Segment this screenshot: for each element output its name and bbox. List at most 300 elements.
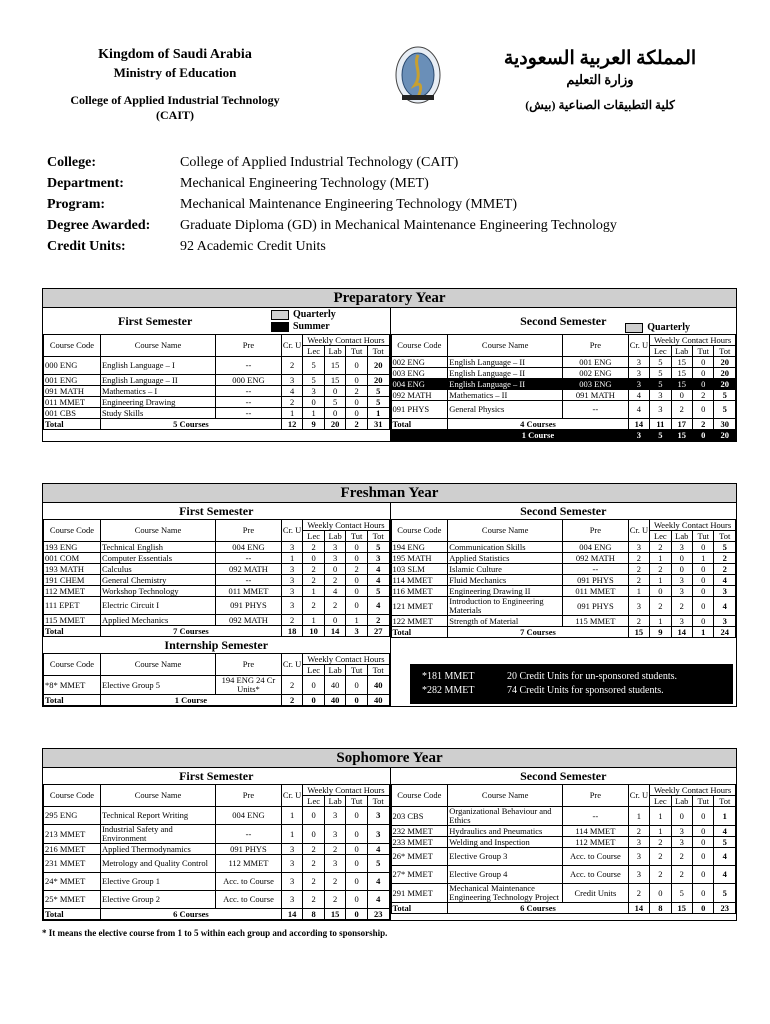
total-value: 3 <box>628 430 649 441</box>
course-count: 1 Course <box>448 430 628 441</box>
legend-label: Quarterly <box>293 309 336 320</box>
col-tut: Tut <box>693 346 714 357</box>
table-row <box>391 357 736 368</box>
course-code: 295 ENG <box>44 807 101 825</box>
tot-hours: 1 <box>714 807 736 826</box>
total-value: 20 <box>324 419 346 430</box>
course-name: Mechanical Maintenance Engineering Technology Project <box>448 884 563 903</box>
total-value: 17 <box>671 419 692 430</box>
course-name: English Language – II <box>448 357 563 368</box>
prerequisite: -- <box>216 408 282 419</box>
total-value: 40 <box>324 695 346 706</box>
prerequisite: -- <box>563 401 629 419</box>
course-code: 111 EPET <box>44 597 101 615</box>
total-label: Total <box>44 419 101 430</box>
section-title: Preparatory Year <box>43 289 736 308</box>
course-count: 4 Courses <box>448 419 628 430</box>
col-tot: Tot <box>714 531 736 542</box>
course-name: Communication Skills <box>448 542 563 553</box>
total-value: 15 <box>671 903 692 914</box>
tut-hours: 0 <box>693 542 714 553</box>
lab-hours: 2 <box>671 597 692 616</box>
lec-hours: 2 <box>650 848 671 866</box>
lec-hours: 2 <box>303 597 325 615</box>
semester-title: First Semester <box>179 769 254 783</box>
total-value: 2 <box>693 419 714 430</box>
legend-quarterly <box>271 309 336 320</box>
internship-table <box>43 653 390 706</box>
credit-units: 3 <box>628 379 649 390</box>
preparatory-year-section <box>42 288 737 442</box>
info-value: College of Applied Industrial Technology (CAIT) <box>180 154 459 170</box>
col-cr: Cr. U <box>628 785 649 807</box>
tot-hours: 5 <box>714 401 736 419</box>
total-value: 14 <box>628 903 649 914</box>
lec-hours: 5 <box>650 379 671 390</box>
tut-hours: 0 <box>346 357 368 375</box>
course-code: 011 MMET <box>44 397 101 408</box>
table-row <box>391 390 736 401</box>
course-name: English Language – II <box>448 379 563 390</box>
total-value: 3 <box>346 626 368 637</box>
table-row <box>391 553 736 564</box>
credit-units: 3 <box>628 848 649 866</box>
lec-hours: 5 <box>650 357 671 368</box>
col-lab: Lab <box>324 346 346 357</box>
total-value: 15 <box>628 627 649 638</box>
col-course-code: Course Code <box>44 520 101 542</box>
course-name: General Physics <box>448 401 563 419</box>
total-row <box>391 430 736 441</box>
credit-units: 2 <box>281 676 303 695</box>
prerequisite: -- <box>216 397 282 408</box>
tut-hours: 1 <box>693 553 714 564</box>
table-row <box>391 597 736 616</box>
program-info <box>47 152 617 257</box>
info-key: Degree Awarded: <box>47 217 151 233</box>
tot-hours: 2 <box>714 553 736 564</box>
credit-units: 1 <box>628 586 649 597</box>
col-course-code: Course Code <box>391 785 448 807</box>
lec-hours: 5 <box>303 375 325 386</box>
prerequisite: 092 MATH <box>216 615 282 626</box>
prerequisite: 091 MATH <box>563 390 629 401</box>
lec-hours: 2 <box>650 866 671 884</box>
soph-first-semester <box>43 768 390 920</box>
course-count: 1 Course <box>100 695 281 706</box>
lec-hours: 0 <box>303 553 325 564</box>
course-code: 103 SLM <box>391 564 448 575</box>
course-name: Fluid Mechanics <box>448 575 563 586</box>
col-weekly-hours: Weekly Contact Hours <box>303 335 389 346</box>
col-pre: Pre <box>563 335 629 357</box>
section-title: Sophomore Year <box>43 749 736 768</box>
total-value: 31 <box>367 419 389 430</box>
tut-hours: 0 <box>693 401 714 419</box>
table-row <box>391 564 736 575</box>
credit-units: 1 <box>281 408 303 419</box>
tut-hours: 0 <box>346 825 368 844</box>
col-course-name: Course Name <box>100 335 215 357</box>
course-code: 001 ENG <box>44 375 101 386</box>
table-row <box>391 616 736 627</box>
course-name: Engineering Drawing <box>100 397 215 408</box>
semester-title: Second Semester <box>520 314 607 328</box>
credit-units: 2 <box>628 575 649 586</box>
course-name: Study Skills <box>100 408 215 419</box>
course-code: 195 MATH <box>391 553 448 564</box>
table-row <box>391 884 736 903</box>
prerequisite: -- <box>216 825 282 844</box>
lab-hours: 15 <box>671 357 692 368</box>
header-row <box>44 520 390 531</box>
prerequisite: -- <box>216 386 282 397</box>
lec-hours: 2 <box>303 542 325 553</box>
col-cr: Cr. U <box>281 654 303 676</box>
prerequisite: -- <box>216 553 282 564</box>
course-name: Introduction to Engineering Materials <box>448 597 563 616</box>
callout-line <box>422 670 721 684</box>
prerequisite: Acc. to Course <box>563 866 629 884</box>
college-name: College of Applied Industrial Technology <box>70 93 280 107</box>
ministry-name-arabic: وزارة التعليم <box>566 72 634 87</box>
table-row <box>391 368 736 379</box>
tut-hours: 0 <box>346 676 368 695</box>
info-key: Credit Units: <box>47 238 126 254</box>
prerequisite: Credit Units <box>563 884 629 903</box>
table-row <box>391 401 736 419</box>
prerequisite: 091 PHYS <box>563 575 629 586</box>
course-name: Technical Report Writing <box>100 807 215 825</box>
prerequisite: 001 ENG <box>563 357 629 368</box>
col-tot: Tot <box>714 346 736 357</box>
course-table <box>391 334 737 441</box>
course-code: 112 MMET <box>44 586 101 597</box>
lab-hours: 2 <box>324 575 346 586</box>
info-row <box>47 173 617 194</box>
course-code: 232 MMET <box>391 826 448 837</box>
total-value: 23 <box>714 903 736 914</box>
tut-hours: 0 <box>693 826 714 837</box>
total-value: 15 <box>671 430 692 441</box>
credit-units: 2 <box>281 357 303 375</box>
total-value: 18 <box>281 626 303 637</box>
course-name: Elective Group 1 <box>100 873 215 891</box>
tot-hours: 20 <box>714 379 736 390</box>
prerequisite: 112 MMET <box>216 855 282 873</box>
col-weekly-hours: Weekly Contact Hours <box>303 785 389 796</box>
col-pre: Pre <box>563 785 629 807</box>
total-value: 14 <box>628 419 649 430</box>
total-value: 40 <box>367 695 389 706</box>
total-value: 14 <box>671 627 692 638</box>
table-row <box>44 357 390 375</box>
header-row <box>44 785 390 796</box>
total-value: 0 <box>693 903 714 914</box>
course-code: 092 MATH <box>391 390 448 401</box>
info-value: Graduate Diploma (GD) in Mechanical Maintenance Engineering Technology <box>180 217 617 233</box>
prerequisite: -- <box>563 564 629 575</box>
table-row <box>44 575 390 586</box>
tot-hours: 2 <box>714 564 736 575</box>
lab-hours: 15 <box>324 375 346 386</box>
table-row <box>44 564 390 575</box>
total-value: 30 <box>714 419 736 430</box>
lec-hours: 5 <box>650 368 671 379</box>
course-table <box>43 334 390 430</box>
lec-hours: 5 <box>303 357 325 375</box>
col-lab: Lab <box>324 665 346 676</box>
prerequisite: Acc. to Course <box>216 873 282 891</box>
col-lec: Lec <box>303 796 325 807</box>
credit-units: 3 <box>281 844 303 855</box>
course-name: Mathematics – I <box>100 386 215 397</box>
prerequisite: -- <box>216 357 282 375</box>
credit-units: 1 <box>628 807 649 826</box>
prerequisite: Acc. to Course <box>216 891 282 909</box>
soph-second-semester <box>390 768 737 920</box>
tut-hours: 0 <box>346 873 368 891</box>
col-cr: Cr. U <box>281 520 303 542</box>
lab-hours: 0 <box>671 564 692 575</box>
course-code: 194 ENG <box>391 542 448 553</box>
course-name: Electric Circuit I <box>100 597 215 615</box>
table-row <box>44 542 390 553</box>
course-name: English Language – I <box>100 357 215 375</box>
course-name: Organizational Behaviour and Ethics <box>448 807 563 826</box>
lec-hours: 3 <box>303 386 325 397</box>
col-course-code: Course Code <box>391 520 448 542</box>
total-value: 0 <box>346 695 368 706</box>
course-name: Workshop Technology <box>100 586 215 597</box>
course-code: 091 MATH <box>44 386 101 397</box>
lec-hours: 1 <box>650 826 671 837</box>
total-label: Total <box>44 626 101 637</box>
total-value: 23 <box>367 909 389 920</box>
credit-units: 2 <box>628 884 649 903</box>
total-label <box>391 430 448 441</box>
callout-line <box>422 684 721 698</box>
tut-hours: 0 <box>346 397 368 408</box>
col-course-code: Course Code <box>44 335 101 357</box>
col-lab: Lab <box>671 531 692 542</box>
tut-hours: 0 <box>346 844 368 855</box>
lab-hours: 3 <box>671 837 692 848</box>
country-name-arabic: المملكة العربية السعودية <box>503 48 697 69</box>
lab-hours: 3 <box>324 807 346 825</box>
col-pre: Pre <box>216 520 282 542</box>
table-row <box>44 397 390 408</box>
lab-hours: 2 <box>671 848 692 866</box>
tot-hours: 3 <box>714 586 736 597</box>
tut-hours: 0 <box>693 616 714 627</box>
tut-hours: 0 <box>693 575 714 586</box>
course-code: 291 MMET <box>391 884 448 903</box>
tut-hours: 0 <box>693 564 714 575</box>
semester-title: First Semester <box>118 314 193 328</box>
col-lec: Lec <box>303 346 325 357</box>
table-row <box>391 586 736 597</box>
lec-hours: 1 <box>650 616 671 627</box>
lab-hours: 2 <box>671 401 692 419</box>
col-lab: Lab <box>671 346 692 357</box>
tut-hours: 0 <box>346 597 368 615</box>
tut-hours: 2 <box>346 564 368 575</box>
lab-hours: 3 <box>324 825 346 844</box>
lec-hours: 0 <box>303 807 325 825</box>
course-code: 216 MMET <box>44 844 101 855</box>
total-row <box>391 903 736 914</box>
prerequisite: 115 MMET <box>563 616 629 627</box>
lec-hours: 2 <box>650 542 671 553</box>
tut-hours: 0 <box>346 807 368 825</box>
course-code: 114 MMET <box>391 575 448 586</box>
tot-hours: 5 <box>367 397 389 408</box>
tot-hours: 4 <box>714 597 736 616</box>
total-value: 0 <box>303 695 325 706</box>
table-row <box>391 807 736 826</box>
lab-hours: 40 <box>324 676 346 695</box>
tut-hours: 0 <box>346 575 368 586</box>
prerequisite: 114 MMET <box>563 826 629 837</box>
course-name: English Language – II <box>448 368 563 379</box>
callout-code: *181 MMET <box>422 671 475 682</box>
credit-units: 2 <box>628 564 649 575</box>
legend-summer <box>271 321 336 332</box>
course-name: Welding and Inspection <box>448 837 563 848</box>
course-code: 213 MMET <box>44 825 101 844</box>
lab-hours: 0 <box>671 390 692 401</box>
col-course-name: Course Name <box>448 520 563 542</box>
tot-hours: 4 <box>367 575 389 586</box>
credit-units: 3 <box>281 575 303 586</box>
lab-hours: 2 <box>324 891 346 909</box>
college-logo-icon <box>393 45 443 107</box>
tut-hours: 0 <box>693 597 714 616</box>
credit-units: 2 <box>628 616 649 627</box>
course-count: 5 Courses <box>100 419 281 430</box>
col-weekly-hours: Weekly Contact Hours <box>303 654 389 665</box>
tut-hours: 0 <box>346 553 368 564</box>
total-value: 24 <box>714 627 736 638</box>
col-weekly-hours: Weekly Contact Hours <box>650 335 736 346</box>
lec-hours: 1 <box>650 807 671 826</box>
tot-hours: 4 <box>367 844 389 855</box>
total-value: 2 <box>346 419 368 430</box>
prerequisite: 003 ENG <box>563 379 629 390</box>
lec-hours: 1 <box>303 408 325 419</box>
col-tut: Tut <box>346 796 368 807</box>
tot-hours: 3 <box>367 825 389 844</box>
credit-units: 1 <box>281 553 303 564</box>
table-row <box>44 586 390 597</box>
lab-hours: 15 <box>671 368 692 379</box>
col-cr: Cr. U <box>281 335 303 357</box>
prep-first-semester <box>43 308 390 441</box>
legend-label: Summer <box>293 321 330 332</box>
tot-hours: 4 <box>714 848 736 866</box>
total-label: Total <box>44 695 101 706</box>
col-weekly-hours: Weekly Contact Hours <box>650 520 736 531</box>
info-key: Program: <box>47 196 106 212</box>
tut-hours: 0 <box>693 837 714 848</box>
lab-hours: 3 <box>671 575 692 586</box>
course-name: English Language – II <box>100 375 215 386</box>
course-name: Strength of Material <box>448 616 563 627</box>
tot-hours: 20 <box>714 357 736 368</box>
lab-hours: 0 <box>324 615 346 626</box>
tot-hours: 5 <box>714 837 736 848</box>
course-count: 7 Courses <box>448 627 628 638</box>
credit-units: 3 <box>281 542 303 553</box>
course-code: 116 MMET <box>391 586 448 597</box>
lab-hours: 3 <box>324 542 346 553</box>
tot-hours: 5 <box>367 542 389 553</box>
course-code: 24* MMET <box>44 873 101 891</box>
total-value: 9 <box>303 419 325 430</box>
semester-title: Second Semester <box>520 504 607 518</box>
tot-hours: 4 <box>367 873 389 891</box>
lab-hours: 2 <box>324 844 346 855</box>
col-course-code: Course Code <box>44 654 101 676</box>
prerequisite: 002 ENG <box>563 368 629 379</box>
prerequisite: 011 MMET <box>563 586 629 597</box>
callout-text: 20 Credit Units for un-sponsored students. <box>507 671 677 682</box>
tut-hours: 2 <box>346 386 368 397</box>
tot-hours: 3 <box>367 807 389 825</box>
tot-hours: 3 <box>367 553 389 564</box>
course-code: 002 ENG <box>391 357 448 368</box>
lec-hours: 1 <box>650 553 671 564</box>
header-left <box>50 47 300 123</box>
tut-hours: 0 <box>693 807 714 826</box>
table-row <box>44 891 390 909</box>
course-code: 115 MMET <box>44 615 101 626</box>
col-weekly-hours: Weekly Contact Hours <box>650 785 736 796</box>
table-row <box>391 379 736 390</box>
tot-hours: 4 <box>367 891 389 909</box>
ministry-name: Ministry of Education <box>113 65 237 80</box>
legend-swatch <box>271 310 289 320</box>
course-code: 191 CHEM <box>44 575 101 586</box>
col-tot: Tot <box>367 665 389 676</box>
credit-units: 2 <box>281 615 303 626</box>
legend-swatch <box>271 322 289 332</box>
lec-hours: 2 <box>303 564 325 575</box>
total-value: 1 <box>693 627 714 638</box>
info-row <box>47 236 617 257</box>
table-row <box>44 375 390 386</box>
tot-hours: 20 <box>367 357 389 375</box>
header-row <box>391 785 736 796</box>
col-pre: Pre <box>216 335 282 357</box>
course-code: 26* MMET <box>391 848 448 866</box>
semester-title: Second Semester <box>520 769 607 783</box>
info-value: Mechanical Maintenance Engineering Technology (MMET) <box>180 196 517 212</box>
callout-text: 74 Credit Units for sponsored students. <box>507 685 664 696</box>
tot-hours: 5 <box>714 884 736 903</box>
lec-hours: 1 <box>650 575 671 586</box>
table-row <box>44 408 390 419</box>
lab-hours: 4 <box>324 586 346 597</box>
total-row <box>44 626 390 637</box>
course-name: Engineering Drawing II <box>448 586 563 597</box>
course-code: 001 COM <box>44 553 101 564</box>
col-lab: Lab <box>324 796 346 807</box>
credit-units: 4 <box>628 390 649 401</box>
info-value: Mechanical Engineering Technology (MET) <box>180 175 429 191</box>
tut-hours: 0 <box>346 855 368 873</box>
